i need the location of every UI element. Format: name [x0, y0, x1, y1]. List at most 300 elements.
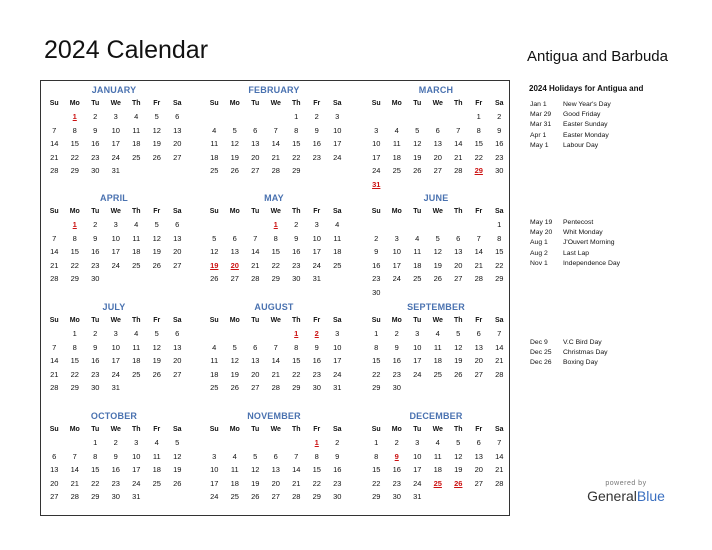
day-cell: 13 — [433, 139, 442, 148]
day-cell: 7 — [52, 125, 57, 135]
month-grid — [366, 315, 506, 395]
day-cell: 20 — [454, 260, 463, 270]
month-grid — [366, 424, 506, 504]
month-name: JANUARY — [91, 85, 137, 95]
day-cell: 3 — [113, 329, 118, 338]
holiday-date: May 20 — [530, 229, 553, 237]
day-cell: 25 — [132, 260, 141, 270]
day-cell: 11 — [132, 125, 141, 135]
weekday-label: Sa — [172, 100, 182, 107]
day-cell: 26 — [152, 369, 161, 379]
month-grid — [204, 98, 344, 178]
day-cell: 4 — [134, 220, 139, 229]
day-cell: 26 — [210, 274, 219, 283]
day-cell: 11 — [210, 356, 219, 365]
day-cell: 15 — [70, 247, 79, 256]
day-cell: 22 — [70, 369, 79, 379]
day-cell: 30 — [333, 492, 342, 501]
day-cell: 14 — [495, 342, 504, 352]
day-cell: 12 — [152, 342, 161, 352]
day-cell: 30 — [91, 383, 100, 392]
day-cell: 31 — [333, 383, 342, 392]
day-cell: 25 — [433, 369, 442, 379]
weekday-label: Th — [453, 317, 463, 324]
day-cell: 19 — [173, 465, 182, 474]
day-cell: 16 — [91, 356, 100, 365]
day-cell: 24 — [210, 492, 219, 501]
holiday-day-cell: 19 — [210, 260, 219, 270]
day-cell: 20 — [173, 247, 182, 256]
day-cell: 26 — [152, 260, 161, 270]
day-cell: 16 — [91, 139, 100, 148]
weekday-label: Th — [131, 317, 141, 324]
weekday-label: Tu — [413, 426, 422, 433]
empty-day-cell — [366, 218, 387, 232]
day-cell: 20 — [50, 478, 59, 488]
holiday-row — [530, 131, 690, 141]
day-cell: 4 — [415, 233, 420, 243]
day-cell: 5 — [456, 438, 461, 447]
day-cell: 27 — [433, 166, 442, 175]
day-cell: 2 — [374, 233, 379, 243]
holiday-date: Nov 1 — [530, 259, 548, 267]
day-cell: 11 — [152, 451, 161, 461]
day-cell: 3 — [134, 438, 139, 447]
day-cell: 29 — [271, 274, 280, 283]
day-cell: 19 — [152, 139, 161, 148]
day-cell: 16 — [91, 247, 100, 256]
day-cell: 3 — [374, 125, 379, 135]
month-september — [366, 301, 506, 395]
holiday-date: Dec 9 — [530, 339, 548, 346]
day-cell: 21 — [271, 152, 280, 162]
day-cell: 22 — [292, 369, 301, 379]
empty-day-cell — [44, 327, 65, 341]
weekday-label: Su — [371, 100, 381, 107]
day-cell: 14 — [495, 451, 504, 461]
weekday-label: We — [270, 100, 281, 107]
day-cell: 26 — [230, 383, 239, 392]
day-cell: 22 — [292, 152, 301, 162]
day-cell: 16 — [392, 356, 401, 365]
weekday-label: Sa — [172, 426, 182, 433]
holiday-day-cell: 26 — [454, 478, 463, 488]
day-cell: 10 — [333, 342, 342, 352]
day-cell: 30 — [392, 383, 401, 392]
day-cell: 10 — [210, 465, 219, 474]
day-cell: 5 — [154, 112, 159, 121]
day-cell: 8 — [374, 451, 379, 461]
holiday-name: V.C Bird Day — [563, 339, 602, 346]
month-name: SEPTEMBER — [407, 302, 465, 312]
weekday-label: Sa — [332, 100, 342, 107]
day-cell: 8 — [72, 125, 77, 135]
day-cell: 18 — [433, 465, 442, 474]
day-cell: 22 — [372, 478, 381, 488]
day-cell: 2 — [93, 112, 98, 121]
month-grid — [44, 315, 184, 395]
day-cell: 21 — [50, 260, 59, 270]
weekday-label: Tu — [91, 208, 100, 215]
day-cell: 4 — [335, 220, 340, 229]
holiday-row — [530, 228, 690, 238]
weekday-label: Tu — [91, 100, 100, 107]
day-cell: 29 — [372, 383, 381, 392]
weekday-label: Fr — [475, 317, 483, 324]
day-cell: 17 — [111, 247, 120, 256]
holiday-date: Jan 1 — [530, 101, 547, 108]
day-cell: 24 — [333, 152, 342, 162]
day-cell: 26 — [251, 492, 260, 501]
day-cell: 1 — [72, 329, 77, 338]
day-cell: 25 — [392, 166, 401, 175]
month-august — [204, 301, 344, 395]
day-cell: 4 — [212, 342, 217, 352]
day-cell: 19 — [152, 356, 161, 365]
holiday-name: Easter Sunday — [563, 121, 608, 129]
holiday-day-cell: 1 — [72, 112, 77, 121]
day-cell: 15 — [292, 139, 301, 148]
month-march — [366, 84, 506, 191]
day-cell: 9 — [294, 233, 299, 243]
day-cell: 19 — [251, 478, 260, 488]
day-cell: 10 — [413, 451, 422, 461]
empty-day-cell — [225, 327, 246, 341]
holiday-name: New Year's Day — [563, 101, 611, 108]
day-cell: 15 — [91, 465, 100, 474]
day-cell: 13 — [173, 125, 182, 135]
day-cell: 11 — [333, 233, 342, 243]
day-cell: 2 — [294, 220, 299, 229]
day-cell: 3 — [394, 233, 399, 243]
day-cell: 7 — [273, 342, 278, 352]
day-cell: 8 — [294, 125, 299, 135]
month-may — [204, 192, 344, 286]
day-cell: 28 — [50, 274, 59, 283]
day-cell: 13 — [454, 247, 463, 256]
day-cell: 28 — [474, 274, 483, 283]
holiday-date: Mar 29 — [530, 111, 552, 119]
holiday-row — [530, 259, 690, 269]
day-cell: 22 — [271, 260, 280, 270]
empty-day-cell — [266, 436, 287, 450]
day-cell: 6 — [476, 438, 481, 447]
day-cell: 17 — [210, 478, 219, 488]
weekday-label: Tu — [413, 317, 422, 324]
empty-day-cell — [469, 218, 490, 232]
day-cell: 9 — [93, 233, 98, 243]
day-cell: 18 — [152, 465, 161, 474]
weekday-label: Mo — [391, 426, 402, 433]
holiday-name: Boxing Day — [563, 359, 598, 367]
day-cell: 20 — [251, 152, 260, 162]
holiday-day-cell: 1 — [72, 220, 77, 229]
day-cell: 19 — [454, 356, 463, 365]
day-cell: 28 — [271, 383, 280, 392]
day-cell: 2 — [497, 112, 502, 121]
day-cell: 12 — [230, 139, 239, 148]
day-cell: 26 — [413, 166, 422, 175]
month-october — [44, 410, 184, 504]
day-cell: 20 — [474, 465, 483, 474]
day-cell: 8 — [314, 451, 319, 461]
day-cell: 24 — [413, 478, 422, 488]
day-cell: 2 — [93, 220, 98, 229]
holiday-name: Easter Monday — [563, 131, 609, 139]
day-cell: 3 — [314, 220, 319, 229]
weekday-label: Tu — [413, 100, 422, 107]
empty-day-cell — [286, 436, 307, 450]
day-cell: 18 — [433, 356, 442, 365]
weekday-label: Su — [371, 317, 381, 324]
day-cell: 3 — [415, 438, 420, 447]
day-cell: 18 — [132, 356, 141, 365]
day-cell: 25 — [132, 152, 141, 162]
empty-day-cell — [225, 436, 246, 450]
day-cell: 31 — [111, 383, 120, 392]
month-december — [366, 410, 506, 504]
day-cell: 24 — [111, 369, 120, 379]
day-cell: 24 — [111, 260, 120, 270]
holiday-row — [530, 120, 690, 130]
day-cell: 23 — [111, 478, 120, 488]
day-cell: 13 — [50, 465, 59, 474]
holiday-day-cell: 2 — [314, 329, 319, 338]
day-cell: 16 — [312, 356, 321, 365]
day-cell: 18 — [413, 260, 422, 270]
day-cell: 18 — [333, 247, 342, 256]
empty-day-cell — [266, 110, 287, 124]
day-cell: 11 — [433, 342, 442, 352]
day-cell: 19 — [230, 369, 239, 379]
holiday-date: Aug 2 — [530, 249, 548, 257]
day-cell: 3 — [335, 329, 340, 338]
empty-day-cell — [225, 218, 246, 232]
weekday-label: Su — [49, 208, 59, 215]
day-cell: 18 — [210, 369, 219, 379]
day-cell: 4 — [394, 125, 399, 135]
weekday-label: Tu — [251, 208, 260, 215]
day-cell: 7 — [497, 438, 502, 447]
weekday-label: Su — [209, 426, 219, 433]
day-cell: 25 — [210, 166, 219, 175]
month-grid — [204, 315, 344, 395]
holiday-date: Dec 26 — [530, 359, 552, 367]
day-cell: 24 — [132, 478, 141, 488]
empty-day-cell — [407, 218, 428, 232]
day-cell: 18 — [230, 478, 239, 488]
weekday-label: Su — [209, 100, 219, 107]
day-cell: 20 — [433, 152, 442, 162]
day-cell: 25 — [230, 492, 239, 501]
weekday-label: Fr — [153, 208, 161, 215]
month-grid — [44, 424, 184, 504]
day-cell: 6 — [273, 451, 278, 461]
day-cell: 2 — [93, 329, 98, 338]
empty-day-cell — [204, 110, 225, 124]
empty-day-cell — [65, 436, 86, 450]
day-cell: 12 — [413, 139, 422, 148]
day-cell: 1 — [497, 220, 502, 229]
day-cell: 21 — [271, 369, 280, 379]
weekday-label: We — [110, 317, 121, 324]
empty-day-cell — [245, 436, 266, 450]
weekday-label: Mo — [391, 100, 402, 107]
month-july — [44, 301, 184, 395]
day-cell: 5 — [212, 233, 217, 243]
weekday-label: Mo — [69, 317, 80, 324]
day-cell: 27 — [251, 383, 260, 392]
empty-day-cell — [245, 110, 266, 124]
holiday-name: Whit Monday — [563, 229, 603, 237]
day-cell: 2 — [394, 438, 399, 447]
day-cell: 29 — [70, 383, 79, 392]
holiday-name: Good Friday — [563, 111, 601, 119]
day-cell: 10 — [372, 139, 381, 148]
weekday-label: Tu — [91, 317, 100, 324]
day-cell: 17 — [312, 247, 321, 256]
brand-general: General — [587, 488, 637, 504]
day-cell: 15 — [372, 465, 381, 474]
holiday-date: Dec 25 — [530, 349, 552, 357]
holiday-row — [530, 238, 690, 248]
empty-day-cell — [204, 436, 225, 450]
day-cell: 26 — [152, 152, 161, 162]
weekday-label: Th — [291, 426, 301, 433]
day-cell: 9 — [394, 342, 399, 352]
day-cell: 26 — [433, 274, 442, 283]
weekday-label: Th — [453, 100, 463, 107]
holiday-row — [530, 348, 690, 358]
holiday-row — [530, 249, 690, 259]
weekday-label: Sa — [172, 208, 182, 215]
day-cell: 15 — [70, 139, 79, 148]
month-name: JUNE — [423, 193, 449, 203]
weekday-label: Fr — [313, 100, 321, 107]
month-april — [44, 192, 184, 286]
day-cell: 6 — [175, 329, 180, 338]
weekday-label: Fr — [475, 208, 483, 215]
day-cell: 12 — [454, 451, 463, 461]
footer-brand[interactable] — [584, 480, 668, 504]
day-cell: 10 — [111, 342, 120, 352]
day-cell: 8 — [273, 233, 278, 243]
day-cell: 18 — [210, 152, 219, 162]
day-cell: 25 — [152, 478, 161, 488]
day-cell: 15 — [372, 356, 381, 365]
weekday-label: Sa — [494, 100, 504, 107]
day-cell: 24 — [372, 166, 381, 175]
weekday-label: Th — [453, 208, 463, 215]
day-cell: 7 — [456, 125, 461, 135]
month-name: MARCH — [418, 85, 454, 95]
day-cell: 16 — [495, 139, 504, 148]
day-cell: 16 — [292, 247, 301, 256]
day-cell: 21 — [495, 356, 504, 365]
month-grid — [204, 206, 344, 286]
day-cell: 24 — [333, 369, 342, 379]
day-cell: 17 — [333, 356, 342, 365]
weekday-label: Mo — [391, 208, 402, 215]
empty-day-cell — [387, 110, 408, 124]
day-cell: 22 — [70, 152, 79, 162]
weekday-label: Sa — [494, 208, 504, 215]
day-cell: 5 — [456, 329, 461, 338]
day-cell: 28 — [495, 369, 504, 379]
empty-day-cell — [266, 327, 287, 341]
day-cell: 13 — [271, 465, 280, 474]
weekday-label: Su — [209, 208, 219, 215]
weekday-label: Mo — [229, 208, 240, 215]
empty-day-cell — [428, 110, 449, 124]
day-cell: 28 — [70, 492, 79, 501]
day-cell: 31 — [111, 166, 120, 175]
day-cell: 25 — [333, 260, 342, 270]
day-cell: 29 — [70, 166, 79, 175]
weekday-label: Th — [131, 426, 141, 433]
day-cell: 9 — [314, 342, 319, 352]
day-cell: 12 — [210, 247, 219, 256]
empty-day-cell — [225, 110, 246, 124]
day-cell: 5 — [154, 220, 159, 229]
day-cell: 10 — [111, 233, 120, 243]
weekday-label: Su — [371, 208, 381, 215]
day-cell: 14 — [70, 465, 79, 474]
day-cell: 20 — [251, 369, 260, 379]
day-cell: 13 — [173, 342, 182, 352]
holiday-name: Labour Day — [563, 141, 599, 149]
holiday-name: Pentecost — [563, 219, 594, 226]
day-cell: 7 — [294, 451, 299, 461]
day-cell: 27 — [454, 274, 463, 283]
day-cell: 9 — [93, 125, 98, 135]
weekday-label: We — [110, 208, 121, 215]
weekday-label: We — [110, 100, 121, 107]
day-cell: 7 — [52, 233, 57, 243]
day-cell: 12 — [230, 356, 239, 365]
day-cell: 16 — [312, 139, 321, 148]
day-cell: 6 — [253, 342, 258, 352]
month-february — [204, 84, 344, 178]
day-cell: 12 — [152, 233, 161, 243]
day-cell: 20 — [173, 139, 182, 148]
day-cell: 16 — [372, 260, 381, 270]
day-cell: 31 — [413, 492, 422, 501]
day-cell: 30 — [372, 287, 381, 297]
day-cell: 5 — [154, 329, 159, 338]
weekday-label: We — [270, 317, 281, 324]
weekday-label: Fr — [475, 426, 483, 433]
day-cell: 24 — [111, 152, 120, 162]
day-cell: 10 — [333, 125, 342, 135]
day-cell: 18 — [132, 247, 141, 256]
weekday-label: Mo — [229, 426, 240, 433]
day-cell: 21 — [251, 260, 260, 270]
day-cell: 4 — [435, 329, 440, 338]
day-cell: 9 — [335, 451, 340, 461]
day-cell: 12 — [173, 451, 182, 461]
weekday-label: Su — [49, 426, 59, 433]
day-cell: 3 — [415, 329, 420, 338]
month-name: NOVEMBER — [247, 411, 301, 421]
weekday-label: Sa — [494, 426, 504, 433]
day-cell: 29 — [292, 383, 301, 392]
day-cell: 28 — [271, 166, 280, 175]
day-cell: 21 — [474, 260, 483, 270]
day-cell: 25 — [413, 274, 422, 283]
country-name: Antigua and Barbuda — [527, 48, 668, 65]
day-cell: 22 — [474, 152, 483, 162]
